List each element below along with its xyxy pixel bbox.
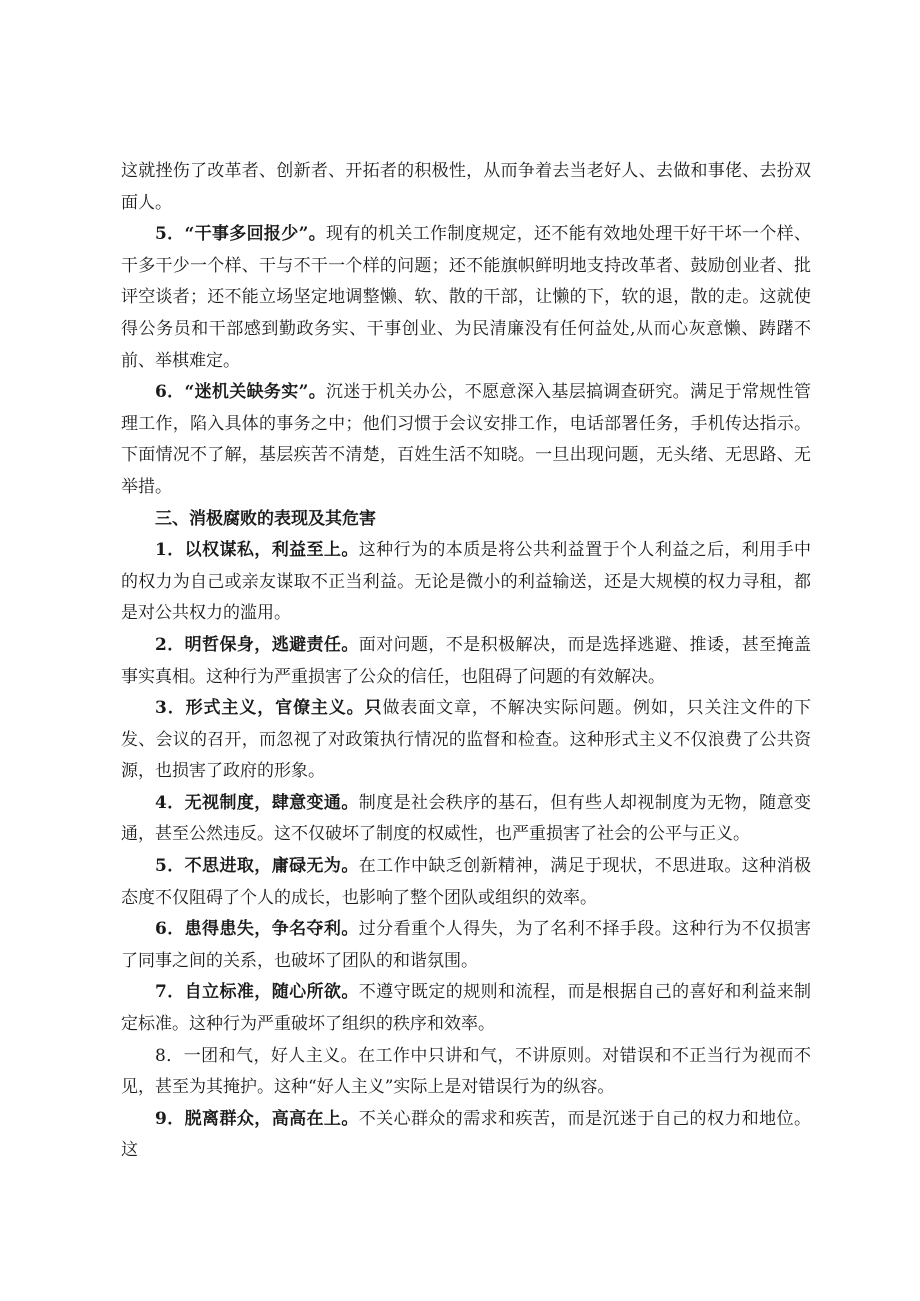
section-heading: 三、消极腐败的表现及其危害 bbox=[155, 508, 376, 529]
paragraph-text: 8．一团和气，好人主义。在工作中只讲和气，不讲原则。对错误和不正当行为视而不见，甚至为其掩护。这种“好人主义”实际上是对错误行为的纵容。 bbox=[121, 1045, 811, 1098]
item-lead: 3．形式主义，官僚主义。只 bbox=[155, 698, 383, 719]
paragraph-section3-item-6 bbox=[121, 914, 811, 977]
item-lead: 4．无视制度，肆意变通。 bbox=[155, 792, 359, 813]
paragraph-text: 不关心群众的需求和疾苦，而是沉迷于自己的权力和地位。这 bbox=[121, 1108, 812, 1161]
paragraph-item-5 bbox=[121, 219, 811, 377]
paragraph-text: 过分看重个人得失，为了名利不择手段。这种行为不仅损害了同事之间的关系，也破坏了团队的和谐氛围。 bbox=[121, 919, 812, 971]
item-lead: 7．自立标准，随心所欲。 bbox=[155, 982, 359, 1003]
paragraph-text: 不遵守既定的规则和流程，而是根据自己的喜好和利益来制定标准。这种行为严重破坏了组织的秩序和效率。 bbox=[121, 982, 812, 1035]
paragraph-section3-item-4 bbox=[121, 788, 811, 851]
paragraph-item-6 bbox=[121, 377, 811, 503]
item-lead: 5．“干事多回报少”。 bbox=[155, 224, 327, 245]
item-lead: 2．明哲保身，逃避责任。 bbox=[155, 634, 359, 655]
item-lead: 9．脱离群众，高高在上。 bbox=[155, 1108, 359, 1129]
item-lead: 6．“迷机关缺务实”。 bbox=[155, 382, 327, 403]
paragraph-section3-item-1 bbox=[121, 535, 811, 630]
paragraph-text: 沉迷于机关办公，不愿意深入基层搞调查研究。满足于常规性管理工作，陷入具体的事务之中；他们习惯于会议安排工作，电话部署任务，手机传达指示。下面情况不了解，基层疾苦不清楚，百姓生活不知晓。一旦出现问题，无头绪、无思路、无举措。 bbox=[121, 382, 812, 497]
paragraph-text: 这种行为的本质是将公共利益置于个人利益之后，利用手中的权力为自己或亲友谋取不正当利益。无论是微小的利益输送，还是大规模的权力寻租，都是对公共权力的滥用。 bbox=[121, 540, 812, 624]
document-body bbox=[121, 156, 811, 1167]
paragraph-text: 这就挫伤了改革者、创新者、开拓者的积极性，从而争着去当老好人、去做和事佬、去扮双面人。 bbox=[121, 161, 811, 213]
paragraph-section3-item-3 bbox=[121, 693, 811, 788]
paragraph-section3-item-5 bbox=[121, 851, 811, 914]
paragraph-text: 做表面文章，不解决实际问题。例如，只关注文件的下发、会议的召开，而忽视了对政策执行情况的监督和检查。这种形式主义不仅浪费了公共资源，也损害了政府的形象。 bbox=[121, 698, 812, 782]
item-lead: 1．以权谋私，利益至上。 bbox=[155, 540, 359, 561]
paragraph-text: 现有的机关工作制度规定，还不能有效地处理干好干坏一个样、干多干少一个样、干与不干一个样的问题；还不能旗帜鲜明地支持改革者、鼓励创业者、批评空谈者；还不能立场坚定地调整懒、软、散的干部，让懒的下，软的退，散的走。这就使得公务员和干部感到勤政务实、干事创业、为民清廉没有任何益处,从而心灰意懒、踌躇不前、举棋难定。 bbox=[121, 224, 812, 371]
paragraph-text: 在工作中缺乏创新精神，满足于现状，不思进取。这种消极态度不仅阻碍了个人的成长，也影响了整个团队或组织的效率。 bbox=[121, 856, 812, 908]
paragraph-section3-item-2 bbox=[121, 630, 811, 693]
paragraph-text: 面对问题，不是积极解决，而是选择逃避、推诿，甚至掩盖事实真相。这种行为严重损害了公众的信任，也阻碍了问题的有效解决。 bbox=[121, 634, 812, 687]
item-lead: 6．患得患失，争名夺利。 bbox=[155, 919, 359, 940]
paragraph-section3-item-9 bbox=[121, 1104, 811, 1167]
paragraph-section3-item-8 bbox=[121, 1041, 811, 1104]
paragraph-text: 制度是社会秩序的基石，但有些人却视制度为无物，随意变通，甚至公然违反。这不仅破坏了制度的权威性，也严重损害了社会的公平与正义。 bbox=[121, 792, 812, 845]
paragraph-section3-item-7 bbox=[121, 977, 811, 1040]
item-lead: 5．不思进取，庸碌无为。 bbox=[155, 856, 359, 877]
paragraph-continuation bbox=[121, 156, 811, 219]
